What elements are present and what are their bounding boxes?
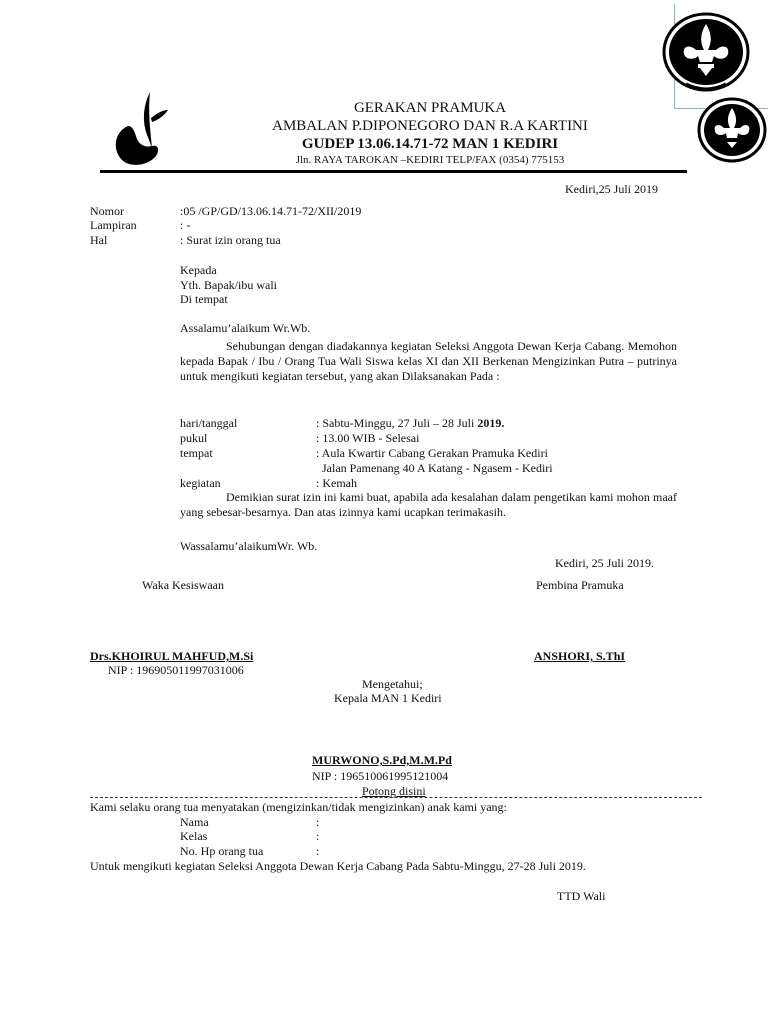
wosm-emblem-small-icon: [696, 96, 768, 166]
slip-field-label: Kelas: [180, 829, 208, 843]
date-bottom: Kediri, 25 Juli 2019.: [555, 556, 654, 570]
recipient-line: Yth. Bapak/ibu wali: [180, 278, 277, 292]
meta-value-lampiran: : -: [180, 218, 191, 232]
slip-field-label: No. Hp orang tua: [180, 844, 264, 858]
meta-label-hal: Hal: [90, 233, 108, 247]
left-signer-nip: NIP : 196905011997031006: [108, 663, 244, 677]
header-address: Jln. RAYA TAROKAN –KEDIRI TELP/FAX (0354) 775153: [295, 154, 565, 166]
recipient-line: Di tempat: [180, 292, 228, 306]
slip-field-colon: :: [316, 844, 320, 858]
detail-label-date: hari/tanggal: [180, 416, 238, 430]
meta-label-lampiran: Lampiran: [90, 218, 137, 232]
detail-value-time: : 13.00 WIB - Selesai: [316, 431, 420, 445]
farewell: Wassalamu’alaikumWr. Wb.: [180, 539, 318, 553]
date-top: Kediri,25 Juli 2019: [565, 182, 658, 196]
slip-field-colon: :: [316, 829, 320, 843]
head-title: Kepala MAN 1 Kediri: [334, 691, 442, 705]
detail-label-time: pukul: [180, 431, 208, 445]
slip-field-label: Nama: [180, 815, 209, 829]
head-name: MURWONO,S.Pd,M.M.Pd: [312, 753, 452, 767]
slip-signature: TTD Wali: [557, 889, 606, 903]
header-unit: AMBALAN P.DIPONEGORO DAN R.A KARTINI: [272, 118, 588, 134]
header-org: GERAKAN PRAMUKA: [353, 100, 507, 116]
acknowledge-label: Mengetahui;: [362, 677, 423, 691]
detail-label-place: tempat: [180, 446, 213, 460]
header-rule: [100, 170, 687, 173]
meta-label-nomor: Nomor: [90, 204, 124, 218]
meta-value-hal: : Surat izin orang tua: [180, 233, 281, 247]
right-signer-title: Pembina Pramuka: [536, 578, 624, 592]
detail-value-place-2: Jalan Pamenang 40 A Katang - Ngasem - Kediri: [322, 461, 553, 475]
greeting: Assalamu’alaikum Wr.Wb.: [180, 321, 311, 335]
detail-value-date: : Sabtu-Minggu, 27 Juli – 28 Juli 2019.: [316, 416, 505, 430]
slip-purpose: Untuk mengikuti kegiatan Seleksi Anggota Dewan Kerja Cabang Pada Sabtu-Minggu, 27-28 Juli 2019.: [90, 859, 586, 873]
tunas-kelapa-logo: [108, 88, 172, 170]
cut-line: [90, 797, 702, 798]
left-signer-name: Drs.KHOIRUL MAHFUD,M.Si: [90, 649, 254, 663]
closing-paragraph: Demikian surat izin ini kami buat, apabila ada kesalahan dalam pengetikan kami mohon maaf yang sebesar-besarnya. Dan atas izinnya kami ucapkan terimakasih.: [180, 490, 677, 519]
cut-line-label: Potong disini: [362, 784, 426, 798]
body-paragraph: Sehubungan dengan diadakannya kegiatan Seleksi Anggota Dewan Kerja Cabang. Memohon kepada Bapak / Ibu / Orang Tua Wali Siswa kelas XI dan XII Berkenan Mengizinkan Putra – putrinya untuk mengikuti kegiatan tersebut, yang akan Dilaksanakan Pada :: [180, 339, 677, 383]
left-signer-title: Waka Kesiswaan: [142, 578, 225, 592]
detail-label-activity: kegiatan: [180, 476, 221, 490]
wosm-emblem-icon: [660, 10, 752, 96]
detail-value-activity: : Kemah: [316, 476, 357, 490]
right-signer-name: ANSHORI, S.ThI: [534, 649, 626, 663]
recipient-line: Kepada: [180, 263, 217, 277]
meta-value-nomor: :05 /GP/GD/13.06.14.71-72/XII/2019: [180, 204, 362, 218]
slip-field-colon: :: [316, 815, 320, 829]
slip-statement: Kami selaku orang tua menyatakan (mengizinkan/tidak mengizinkan) anak kami yang:: [90, 800, 507, 814]
header-gudep: GUDEP 13.06.14.71-72 MAN 1 KEDIRI: [301, 136, 559, 152]
detail-value-place: : Aula Kwartir Cabang Gerakan Pramuka Kediri: [316, 446, 548, 460]
head-nip: NIP : 196510061995121004: [312, 769, 449, 783]
